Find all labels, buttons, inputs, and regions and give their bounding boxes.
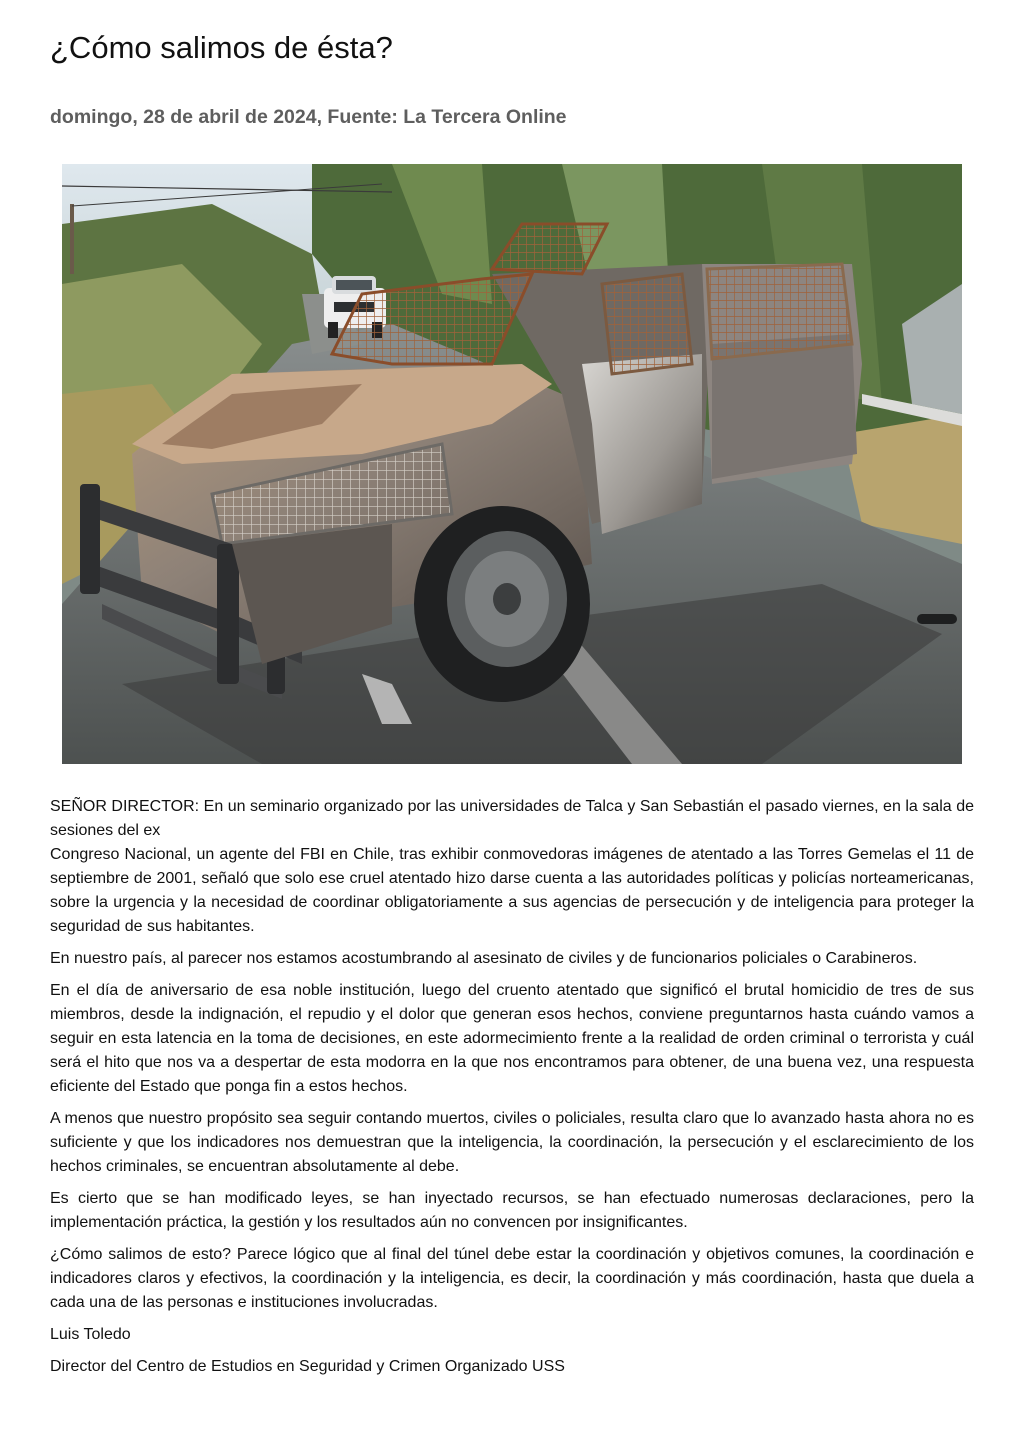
article-paragraph: ¿Cómo salimos de esto? Parece lógico que al final del túnel debe estar la coordinación y objetivos comunes, la coordinación e indicadores claros y efectivos, la coordinación y la inteligencia, es decir, la coordinación y más coordinación, hasta que duela a cada una de las personas e instituciones involucradas.: [50, 1246, 974, 1311]
article-paragraph: En el día de aniversario de esa noble institución, luego del cruento atentado que significó el brutal homicidio de tres de sus miembros, desde la indignación, el repudio y el dolor que generan esos hechos, conviene preguntarnos hasta cuándo vamos a seguir en esta latencia en la toma de decisiones, en este adormecimiento frente a la realidad de orden criminal o terrorista y cuál será el hito que nos va a despertar de esta modorra en la que nos encontramos para obtener, de una buena vez, una respuesta eficiente del Estado que ponga fin a estos hechos.: [50, 982, 974, 1095]
article-body: [50, 795, 974, 1387]
article-paragraph: A menos que nuestro propósito sea seguir contando muertos, civiles o policiales, resulta claro que lo avanzado hasta ahora no es suficiente y que los indicadores nos demuestran que la inteligencia, la coordinación, la persecución y el esclarecimiento de los hechos criminales, se encuentran absolutamente al debe.: [50, 1110, 974, 1175]
article-photo: [62, 164, 962, 764]
article-dateline: domingo, 28 de abril de 2024, Fuente: La Tercera Online: [50, 106, 567, 128]
burned-truck-photo-icon: [62, 164, 962, 764]
article-paragraph: Congreso Nacional, un agente del FBI en Chile, tras exhibir conmovedoras imágenes de atentado a las Torres Gemelas el 11 de septiembre de 2001, señaló que solo ese cruel atentado hizo darse cuenta a las autoridades políticas y policías norteamericanas, sobre la urgencia y la necesidad de coordinar obligatoriamente a sus agencias de persecución y de inteligencia para proteger la seguridad de sus habitantes.: [50, 846, 974, 935]
article-paragraph: Es cierto que se han modificado leyes, se han inyectado recursos, se han efectuado numerosas declaraciones, pero la implementación práctica, la gestión y los resultados aún no convencen por insignificantes.: [50, 1190, 974, 1231]
article-paragraph: SEÑOR DIRECTOR: En un seminario organizado por las universidades de Talca y San Sebastián el pasado viernes, en la sala de sesiones del ex: [50, 798, 974, 839]
front-wheel-icon: [414, 506, 590, 702]
article-paragraph: En nuestro país, al parecer nos estamos acostumbrando al asesinato de civiles y de funcionarios policiales o Carabineros.: [50, 950, 918, 967]
article-title: ¿Cómo salimos de ésta?: [50, 30, 393, 65]
author-title: Director del Centro de Estudios en Seguridad y Crimen Organizado USS: [50, 1358, 565, 1375]
author-name: Luis Toledo: [50, 1326, 131, 1343]
